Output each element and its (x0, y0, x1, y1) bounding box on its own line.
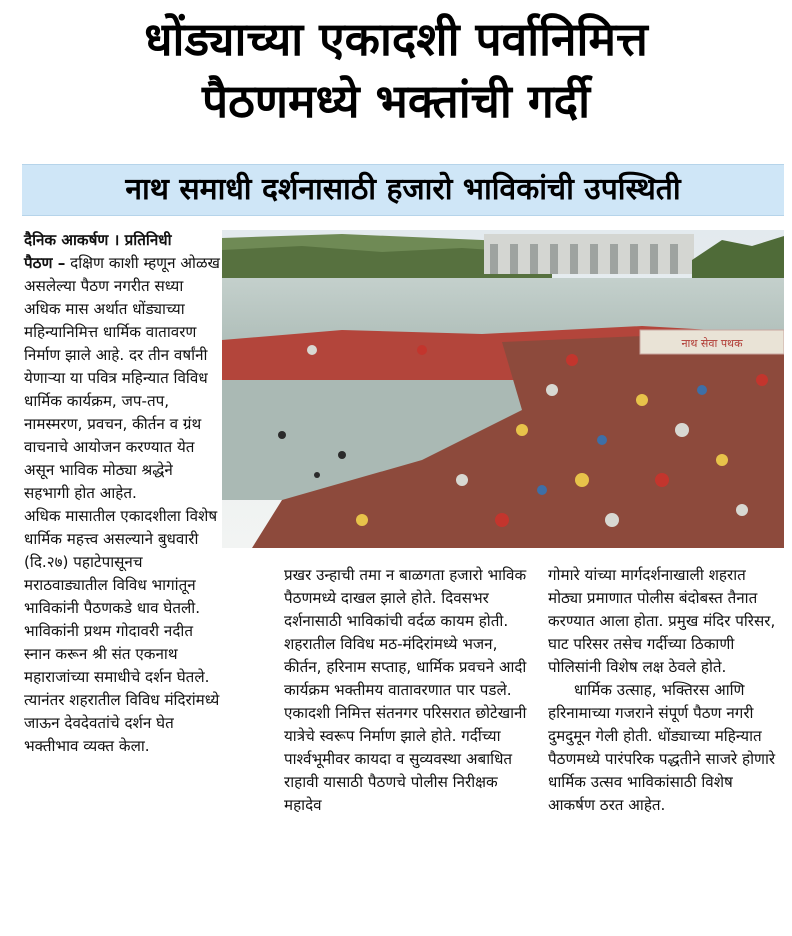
paragraph-1-text: दक्षिण काशी म्हणून ओळख असलेल्या पैठण नगरीत सध्या अधिक मास अर्थात धोंड्याच्या महिन्यानिमित्त धार्मिक वातावरण निर्माण झाले आहे. दर तीन वर्षांनी येणाऱ्या या पवित्र महिन्यात विविध धार्मिक कार्यक्रम, जप-तप, नामस्मरण, प्रवचन, कीर्तन व ग्रंथ वाचनाचे आयोजन करण्यात येत असून भाविक मोठ्या श्रद्धेने सहभागी होत आहेत. (24, 254, 220, 502)
photo-banner: नाथ सेवा पथक (681, 337, 743, 350)
headline (0, 8, 792, 132)
headline-line-1: धोंड्याच्या एकादशी पर्वानिमित्त (144, 12, 648, 66)
article-column-3 (548, 564, 784, 817)
article-column-1 (24, 229, 220, 758)
crowd-photo (222, 230, 784, 548)
subheadline: नाथ समाधी दर्शनासाठी हजारो भाविकांची उपस्थिती (22, 164, 784, 216)
crowd-photo-icon (222, 230, 784, 548)
paragraph-3: प्रखर उन्हाची तमा न बाळगता हजारो भाविक पैठणमध्ये दाखल झाले होते. दिवसभर दर्शनासाठी भाविकांची वर्दळ कायम होती. शहरातील विविध मठ-मंदिरांमध्ये भजन, कीर्तन, हरिनाम सप्ताह, धार्मिक प्रवचने आदी कार्यक्रम भक्तीमय वातावरणात पार पडले. एकादशी निमित्त संतनगर परिसरात छोटेखानी यात्रेचे स्वरूप निर्माण झाले होते. गर्दीच्या पार्श्वभूमीवर कायदा व सुव्यवस्था अबाधित राहावी यासाठी पैठणचे पोलीस निरीक्षक महादेव (284, 566, 527, 814)
paragraph-2: अधिक मासातील एकादशीला विशेष धार्मिक महत्त्व असल्याने बुधवारी (दि.२७) पहाटेपासूनच मराठवाड्यातील विविध भागांतून भाविकांनी पैठणकडे धाव घेतली. भाविकांनी प्रथम गोदावरी नदीत स्नान करून श्री संत एकनाथ महाराजांच्या समाधीचे दर्शन घेतले. त्यानंतर शहरातील विविध मंदिरांमध्ये जाऊन देवदेवतांचे दर्शन घेत भक्तीभाव व्यक्त केला. (24, 507, 220, 755)
paragraph-4: गोमारे यांच्या मार्गदर्शनाखाली शहरात मोठ्या प्रमाणात पोलीस बंदोबस्त तैनात करण्यात आला होता. प्रमुख मंदिर परिसर, घाट परिसर तसेच गर्दीच्या ठिकाणी पोलिसांनी विशेष लक्ष ठेवले होते. (548, 566, 776, 676)
dateline: पैठण – (24, 254, 66, 272)
headline-line-2: पैठणमध्ये भक्तांची गर्दी (201, 74, 591, 128)
byline: दैनिक आकर्षण । प्रतिनिधी (24, 231, 172, 249)
paragraph-5: धार्मिक उत्साह, भक्तिरस आणि हरिनामाच्या गजराने संपूर्ण पैठण नगरी दुमदुमून गेली होती. धोंड्याच्या महिन्यात पैठणमध्ये पारंपरिक पद्धतीने साजरे होणारे धार्मिक उत्सव भाविकांसाठी विशेष आकर्षण ठरत आहेत. (548, 681, 776, 814)
article-column-2 (284, 564, 528, 817)
paragraph-1 (24, 229, 220, 505)
